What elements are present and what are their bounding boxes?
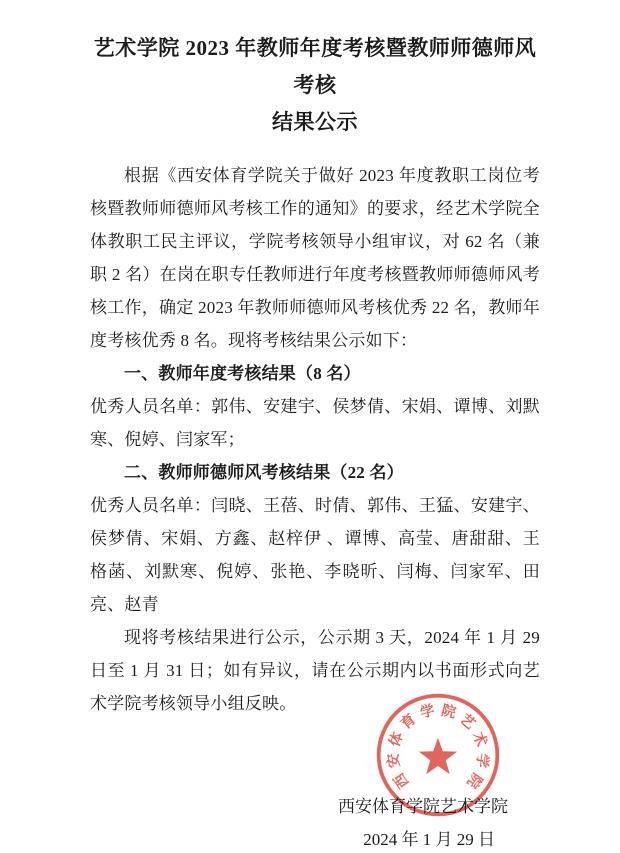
page-title-line1: 艺术学院 2023 年教师年度考核暨教师师德师风考核 — [93, 36, 537, 97]
document-body — [90, 159, 540, 720]
page-title-line2: 结果公示 — [272, 110, 358, 134]
paragraph-intro: 根据《西安体育学院关于做好 2023 年度教职工岗位考核暨教师师德师风考核工作的通知》的要求，经艺术学院全体教职工民主评议，学院考核领导小组审议，对 62 名（兼职 2 名）在岗在职专任教师进行年度考核暨教师师德师风考核工作，确定 2023 年教师师德师风考核优秀 22 名，教师年度考核优秀 8 名。现将考核结果公示如下： — [90, 166, 540, 350]
svg-text:育: 育 — [398, 711, 420, 733]
svg-text:学: 学 — [472, 752, 491, 769]
svg-text:院: 院 — [439, 702, 458, 722]
svg-text:艺: 艺 — [456, 711, 478, 733]
section1-names-list: 优秀人员名单：郭伟、安建宇、侯梦倩、宋娟、谭博、刘默寒、倪婷、闫家军； — [90, 397, 540, 449]
signature-block — [90, 790, 540, 853]
section1-heading: 一、教师年度考核结果（8 名） — [124, 364, 361, 383]
svg-text:体: 体 — [386, 729, 407, 750]
signature-org: 西安体育学院艺术学院 — [338, 797, 508, 816]
signature-date: 2024 年 1 月 29 日 — [363, 830, 495, 849]
section2-names-list: 优秀人员名单：闫晓、王蓓、时倩、郭伟、王猛、安建宇、侯梦倩、宋娟、方鑫、赵梓伊 、谭博、高莹、唐甜甜、王格菡、刘默寒、倪婷、张艳、李晓昕、闫梅、闫家军、田亮、赵青 — [90, 496, 540, 614]
svg-text:学: 学 — [418, 702, 437, 722]
svg-text:术: 术 — [469, 729, 490, 750]
paragraph-publicity-period: 现将考核结果进行公示，公示期 3 天，2024 年 1 月 29 日至 1 月 31 日；如有异议，请在公示期内以书面形式向艺术学院考核领导小组反映。 — [90, 628, 540, 713]
page-title — [90, 30, 540, 141]
star-icon — [419, 738, 457, 774]
svg-text:安: 安 — [385, 752, 404, 769]
section2-heading: 二、教师师德师风考核结果（22 名） — [124, 463, 404, 482]
svg-text:西: 西 — [391, 769, 413, 791]
svg-text:院: 院 — [463, 769, 485, 791]
